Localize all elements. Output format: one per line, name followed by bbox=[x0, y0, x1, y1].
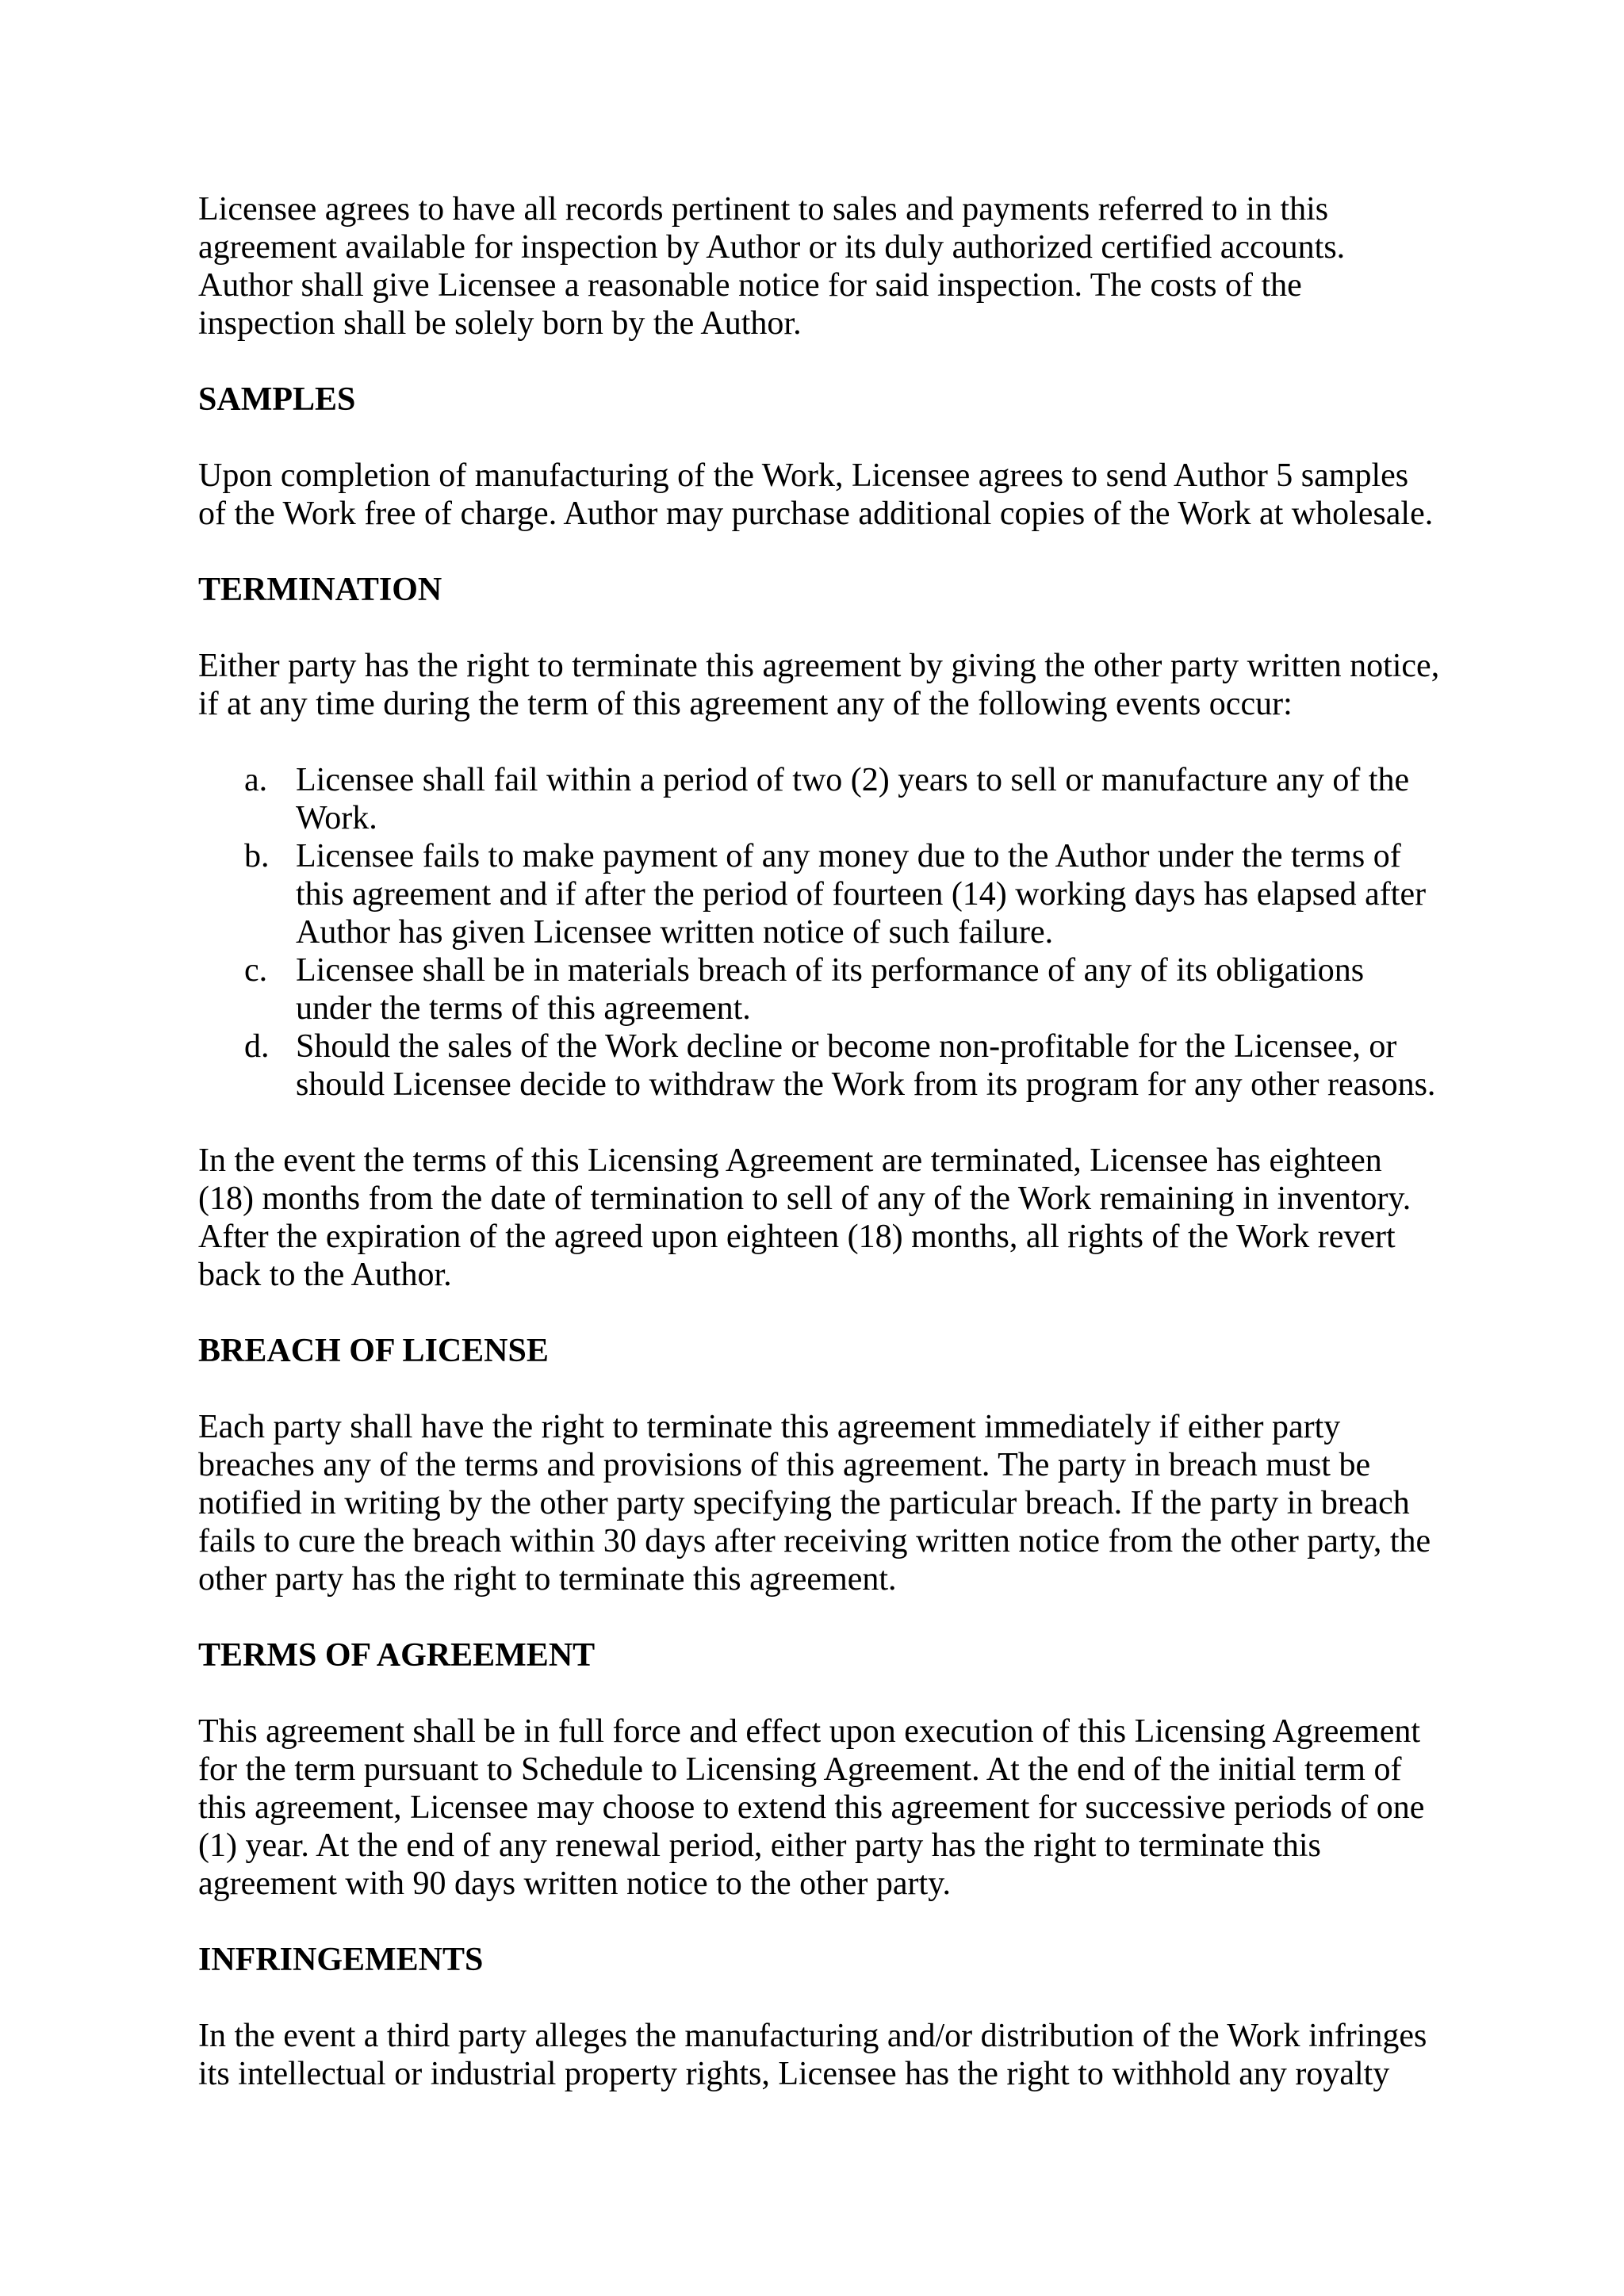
infringements-heading: INFRINGEMENTS bbox=[198, 1942, 484, 1978]
list-item bbox=[198, 837, 1443, 951]
list-item-text: Licensee shall fail within a period of two (2) years to sell or manufacture any of the Work. bbox=[296, 762, 1410, 836]
list-item bbox=[198, 761, 1443, 837]
breach-heading: BREACH OF LICENSE bbox=[198, 1333, 549, 1369]
terms-heading: TERMS OF AGREEMENT bbox=[198, 1637, 596, 1674]
list-item-marker: d. bbox=[244, 1028, 270, 1065]
breach-paragraph: Each party shall have the right to terminate this agreement immediately if either party breaches any of the terms and provisions of this agreement. The party in breach must be notified in writing by the other party specifying the particular breach. If the party in breach fails to cure the breach within 30 days after receiving written notice from the other party, the other party has the right to terminate this agreement. bbox=[198, 1409, 1431, 1598]
list-item-text: Licensee shall be in materials breach of its performance of any of its obligations under the terms of this agreement. bbox=[296, 952, 1365, 1027]
termination-heading: TERMINATION bbox=[198, 572, 442, 608]
termination-events-list bbox=[198, 761, 1443, 1104]
list-item-marker: b. bbox=[244, 838, 270, 874]
termination-intro-paragraph: Either party has the right to terminate this agreement by giving the other party written notice, if at any time during the term of this agreement any of the following events occur: bbox=[198, 648, 1440, 722]
document-page bbox=[198, 190, 1443, 2131]
samples-heading: SAMPLES bbox=[198, 381, 356, 418]
list-item-marker: a. bbox=[244, 762, 268, 798]
list-item bbox=[198, 1027, 1443, 1104]
infringements-paragraph: In the event a third party alleges the manufacturing and/or distribution of the Work infringes its intellectual or industrial property rights, Licensee has the right to withhold any royalty bbox=[198, 2018, 1427, 2092]
list-item-marker: c. bbox=[244, 952, 268, 989]
samples-paragraph: Upon completion of manufacturing of the Work, Licensee agrees to send Author 5 samples of the Work free of charge. Author may purchase additional copies of the Work at wholesale. bbox=[198, 457, 1434, 532]
list-item bbox=[198, 951, 1443, 1027]
list-item-text: Licensee fails to make payment of any money due to the Author under the terms of this agreement and if after the period of fourteen (14) working days has elapsed after Author has given Licensee written notice of such failure. bbox=[296, 838, 1427, 951]
records-inspection-paragraph: Licensee agrees to have all records pertinent to sales and payments referred to in this agreement available for inspection by Author or its duly authorized certified accounts. Author shall give Licensee a reasonable notice for said inspection. The costs of the inspection shall be solely born by the Author. bbox=[198, 191, 1346, 342]
termination-effect-paragraph: In the event the terms of this Licensing Agreement are terminated, Licensee has eighteen (18) months from the date of termination to sell of any of the Work remaining in inventory. After the expiration of the agreed upon eighteen (18) months, all rights of the Work revert back to the Author. bbox=[198, 1142, 1411, 1293]
list-item-text: Should the sales of the Work decline or become non-profitable for the Licensee, or should Licensee decide to withdraw the Work from its program for any other reasons. bbox=[296, 1028, 1436, 1103]
terms-paragraph: This agreement shall be in full force and effect upon execution of this Licensing Agreement for the term pursuant to Schedule to Licensing Agreement. At the end of the initial term of this agreement, Licensee may choose to extend this agreement for successive periods of one (1) year. At the end of any renewal period, either party has the right to terminate this agreement with 90 days written notice to the other party. bbox=[198, 1713, 1425, 1902]
